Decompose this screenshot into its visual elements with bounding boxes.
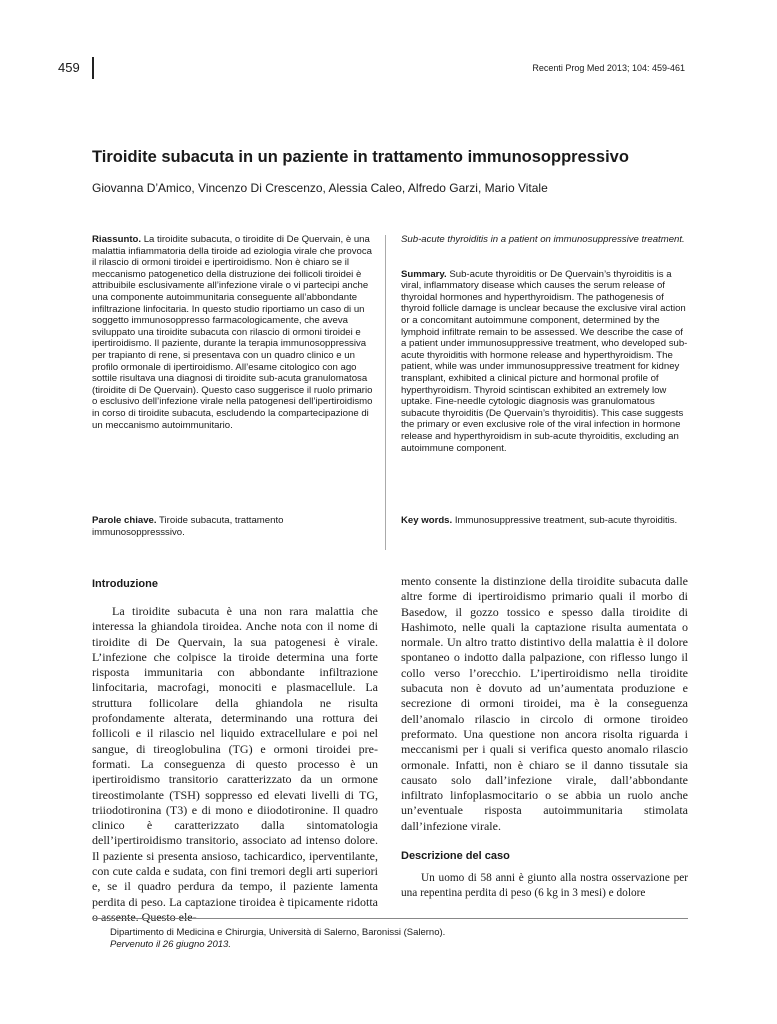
abstract-it-label: Riassunto. (92, 234, 142, 245)
keywords-en-text: Immunosuppressive treatment, sub-acute thyroiditis. (454, 515, 678, 526)
footer-divider (92, 918, 688, 919)
keywords-english (401, 515, 688, 527)
intro-paragraph: La tiroidite subacuta è una non rara malattia che interessa la ghiandola tiroidea. Anche nota con il nome di tiroidite di De Quervain, la sua patogenesi è virale. L’infezione che colpisce la tiroide determina una forte risposta immunitaria con abbondante infiltrazione linfocitaria, macrofagi, monociti e plasmacellule. La struttura follicolare della ghiandola ne risulta profondamente alterata, determinando una rottura dei follicoli e il rilascio nel liquido extracellulare e poi nel sangue, di tireoglobulina (TG) e ormoni tiroidei pre-formati. La conseguenza di questo processo è un ipertiroidismo transitorio caratterizzato da un ormone tireostimolante (TSH) soppresso ed elevati livelli di TG, triiodotironina (T3) e di mono e diiodotironine. Il quadro clinico è caratterizzato dalla sintomatologia dell’ipertiroidismo transitorio, associato ad intenso dolore. Il paziente si presenta ansioso, tachicardico, iperventilante, con cute calda e sudata, con fini tremori degli arti superiori e, se il quadro perdura da tempo, il paziente lamenta perdita di peso. La captazione tiroidea è tipicamente ridotta o assente. Questo ele- (92, 604, 378, 924)
keywords-it-label: Parole chiave. (92, 515, 157, 526)
abstract-divider (385, 235, 386, 550)
intro-continuation: mento consente la distinzione della tiroidite subacuta dalle altre forme di ipertiroidismo primario quali il morbo di Basedow, il gozzo tossico e spesso dalla tiroidite di Hashimoto, nelle quali la captazione risulta aumentata o normale. Un altro tratto distintivo della malattia è il dolore spontaneo o indotto dalla palpazione, con riflesso lungo il collo verso l’orecchio. L’ipertiroidismo nella tiroidite subacuta non è dovuto ad un’aumentata produzione e secrezione di ormoni tiroidei, ma è la conseguenza dell’anomalo rilascio in circolo di ormone tiroideo preformato. Una questione non ancora risolta riguarda i meccanismi per i quali si verifica questo anomalo rilascio ormonale. Infatti, non è chiaro se il danno tissutale sia causato solo dall’infezione virale, dall’abbondante infiltrato linfoplasmocitario o se abbia un ruolo anche un’eventuale risposta autoimmunitaria stimolata dall’infezione virale. (401, 574, 688, 833)
abstract-en-label: Summary. (401, 268, 447, 280)
article-authors: Giovanna D’Amico, Vincenzo Di Crescenzo, Alessia Caleo, Alfredo Garzi, Mario Vitale (92, 181, 548, 195)
footer (110, 927, 445, 951)
intro-heading: Introduzione (92, 578, 158, 590)
intro-left-column (92, 604, 378, 925)
keywords-it-text: Tiroide subacuta, trattamento immunosoppresssivo. (92, 515, 284, 538)
header-divider (92, 57, 94, 79)
journal-citation: Recenti Prog Med 2013; 104: 459-461 (532, 63, 685, 73)
footer-received: Pervenuto il 26 giugno 2013. (110, 939, 231, 950)
case-paragraph: Un uomo di 58 anni è giunto alla nostra osservazione per una repentina perdita di peso (6 kg in 3 mesi) e dolore (401, 872, 688, 900)
abstract-italian (92, 234, 375, 431)
keywords-en-label: Key words. (401, 515, 453, 526)
footer-affiliation: Dipartimento di Medicina e Chirurgia, Università di Salerno, Baronissi (Salerno). (110, 927, 446, 938)
article-title: Tiroidite subacuta in un paziente in trattamento immunosoppressivo (92, 148, 629, 166)
abstract-english (401, 234, 688, 454)
case-heading: Descrizione del caso (401, 850, 510, 862)
abstract-it-text: La tiroidite subacuta, o tiroidite di De Quervain, è una malattia infiammatoria della tiroide ad eziologia virale che provoca il rilascio di ormoni tiroidei e ipertiroidismo. Non è chiaro se il meccanismo patogenetico della distruzione dei follicoli tiroidei è attribuibile esclusivamente all’infezione virale o vi partecipi anche una componente autoimmunitaria conseguente all’abbondante infiltrazione linfocitaria. In questo studio riportiamo un caso di un soggetto immunosoppresso farmacologicamente, che aveva sviluppato una tiroidite subacuta con rilascio di ormoni tiroidei e ipertiroidismo. Il paziente, durante la terapia immunosoppressiva per trapianto di rene, si presentava con un quadro clinico e un profilo ormonale di ipertiroidismo. All’esame citologico con ago sottile risultava una diagnosi di tiroidite sub-acuta granulomatosa (tiroidite di De Quervain). Questo caso suggerisce il ruolo primario o esclusivo dell’infezione virale nella patogenesi dell’ipertiroidismo in corso di tiroidite subacuta, escludendo la compartecipazione di un meccanismo autoimmunitario. (92, 234, 373, 431)
intro-right-column (401, 574, 688, 834)
case-column (401, 871, 688, 902)
keywords-italian (92, 515, 375, 538)
abstract-en-title: Sub-acute thyroiditis in a patient on immunosuppressive treatment. (401, 234, 685, 245)
abstract-en-text: Sub-acute thyroiditis or De Quervain’s thyroiditis is a viral, inflammatory disease which causes the serum release of thyroidal hormones and hyperthyroidism. The pathogenesis of thyroid follicle damage is unclear because the exclusive viral action or a concomitant autoimmune component, determined by the lymphoid infiltrate remain to be assessed. We describe the case of a patient under immunosuppressive treatment, who developed sub-acute thyroiditis with hormone release and hyperthyroidism. The patient, while was under immunosuppressive treatment for kidney transplant, exhibited a clinical picture and hormonal profile of hyperthyroidism. Thyroid scintiscan exhibited an extremely low uptake. Fine-needle cytologic diagnosis was granulomatous subacute thyroiditis (De Quervain’s thyroiditis). This case suggests the primary or even exclusive role of the viral infection in hormone release and hyperthyroidism in sub-acute thyroiditis, excluding an autoimmune component. (401, 268, 688, 454)
page-number: 459 (58, 60, 80, 75)
